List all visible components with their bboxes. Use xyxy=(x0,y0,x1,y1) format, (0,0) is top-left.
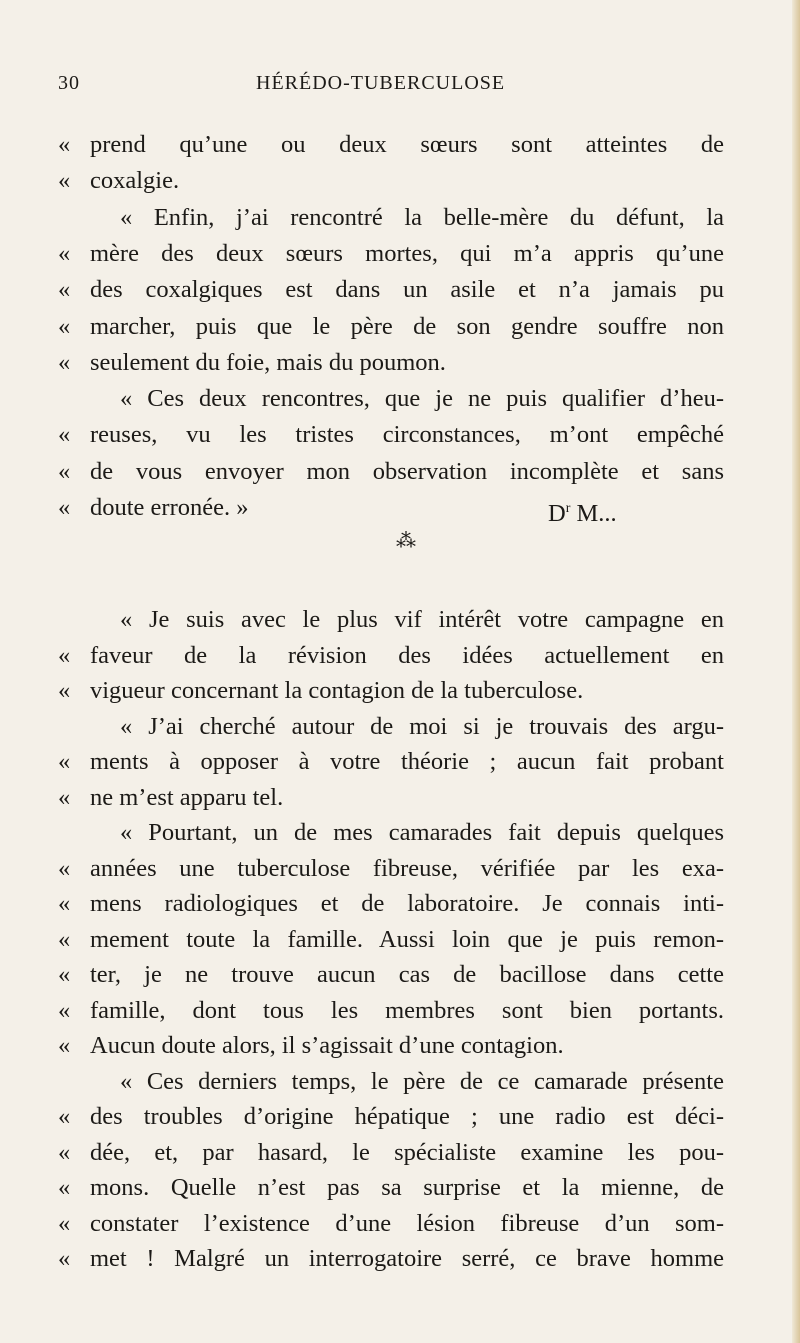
page-edge xyxy=(792,0,800,1343)
text-line: années une tuberculose fibreuse, vérifiée par les exa- xyxy=(90,854,724,882)
section-ornament: ⁂ xyxy=(396,530,416,552)
text-line: mère des deux sœurs mortes, qui m’a appris qu’une xyxy=(90,239,724,267)
quote-mark: « xyxy=(58,167,71,195)
text-line: « Ces deux rencontres, que je ne puis qualifier d’heu- xyxy=(120,385,724,413)
text-line: « J’ai cherché autour de moi si je trouvais des argu- xyxy=(120,712,724,740)
signature-name: M... xyxy=(576,500,617,527)
text-line: famille, dont tous les membres sont bien portants. xyxy=(90,996,724,1024)
text-line: faveur de la révision des idées actuellement en xyxy=(90,641,724,669)
quote-mark: « xyxy=(58,131,71,158)
signature-prefix: D xyxy=(548,500,566,527)
text-line: ter, je ne trouve aucun cas de bacillose dans cette xyxy=(90,961,724,988)
quote-mark: « xyxy=(58,421,71,449)
quote-mark: « xyxy=(58,1032,71,1059)
quote-mark: « xyxy=(58,312,71,340)
text-line: dée, et, par hasard, le spécialiste examine les pou- xyxy=(90,1138,724,1166)
quote-mark: « xyxy=(58,1103,71,1130)
text-line: vigueur concernant la contagion de la tuberculose. xyxy=(90,677,584,704)
text-line: mons. Quelle n’est pas sa surprise et la mienne, de xyxy=(90,1174,724,1201)
quote-mark: « xyxy=(58,276,71,304)
text-line: coxalgie. xyxy=(90,167,180,195)
quote-mark: « xyxy=(58,748,71,775)
text-line: « Enfin, j’ai rencontré la belle-mère du défunt, la xyxy=(120,203,724,231)
text-line: mement toute la famille. Aussi loin que je puis remon- xyxy=(90,925,724,953)
text-line: « Pourtant, un de mes camarades fait depuis quelques xyxy=(120,819,724,846)
text-line: Aucun doute alors, il s’agissait d’une contagion. xyxy=(90,1032,564,1059)
quote-mark: « xyxy=(58,348,71,376)
text-line: mens radiologiques et de laboratoire. Je connais inti- xyxy=(90,890,724,917)
text-line: marcher, puis que le père de son gendre souffre non xyxy=(90,312,724,340)
quote-mark: « xyxy=(58,1209,71,1237)
quote-mark: « xyxy=(58,890,71,917)
running-header xyxy=(58,72,698,102)
text-line: des coxalgiques est dans un asile et n’a jamais pu xyxy=(90,276,724,304)
text-line: de vous envoyer mon observation incomplète et sans xyxy=(90,457,724,485)
page-number: 30 xyxy=(58,72,80,94)
quote-mark: « xyxy=(58,1138,71,1166)
quote-mark: « xyxy=(58,925,71,953)
text-line: ments à opposer à votre théorie ; aucun fait probant xyxy=(90,748,724,775)
text-line: reuses, vu les tristes circonstances, m’ont empêché xyxy=(90,421,724,449)
text-line: seulement du foie, mais du poumon. xyxy=(90,348,446,376)
quote-mark: « xyxy=(58,996,71,1024)
text-line: ne m’est apparu tel. xyxy=(90,783,284,811)
text-line: met ! Malgré un interrogatoire serré, ce brave homme xyxy=(90,1245,724,1272)
text-line: des troubles d’origine hépatique ; une radio est déci- xyxy=(90,1103,724,1130)
signature xyxy=(548,500,617,528)
running-title: HÉRÉDO-TUBERCULOSE xyxy=(256,72,506,94)
text-line: doute erronée. » xyxy=(90,494,249,521)
quote-mark: « xyxy=(58,239,71,267)
quote-mark: « xyxy=(58,854,71,882)
quote-mark: « xyxy=(58,494,71,521)
signature-sup: r xyxy=(565,500,571,516)
text-line: prend qu’une ou deux sœurs sont atteintes de xyxy=(90,131,724,158)
quote-mark: « xyxy=(58,783,71,811)
quote-mark: « xyxy=(58,961,71,988)
text-line: « Je suis avec le plus vif intérêt votre campagne en xyxy=(120,606,724,633)
text-line: « Ces derniers temps, le père de ce camarade présente xyxy=(120,1067,724,1095)
quote-mark: « xyxy=(58,1174,71,1201)
quote-mark: « xyxy=(58,457,71,485)
quote-mark: « xyxy=(58,1245,71,1272)
quote-mark: « xyxy=(58,641,71,669)
quote-mark: « xyxy=(58,677,71,704)
text-line: constater l’existence d’une lésion fibreuse d’un som- xyxy=(90,1209,724,1237)
